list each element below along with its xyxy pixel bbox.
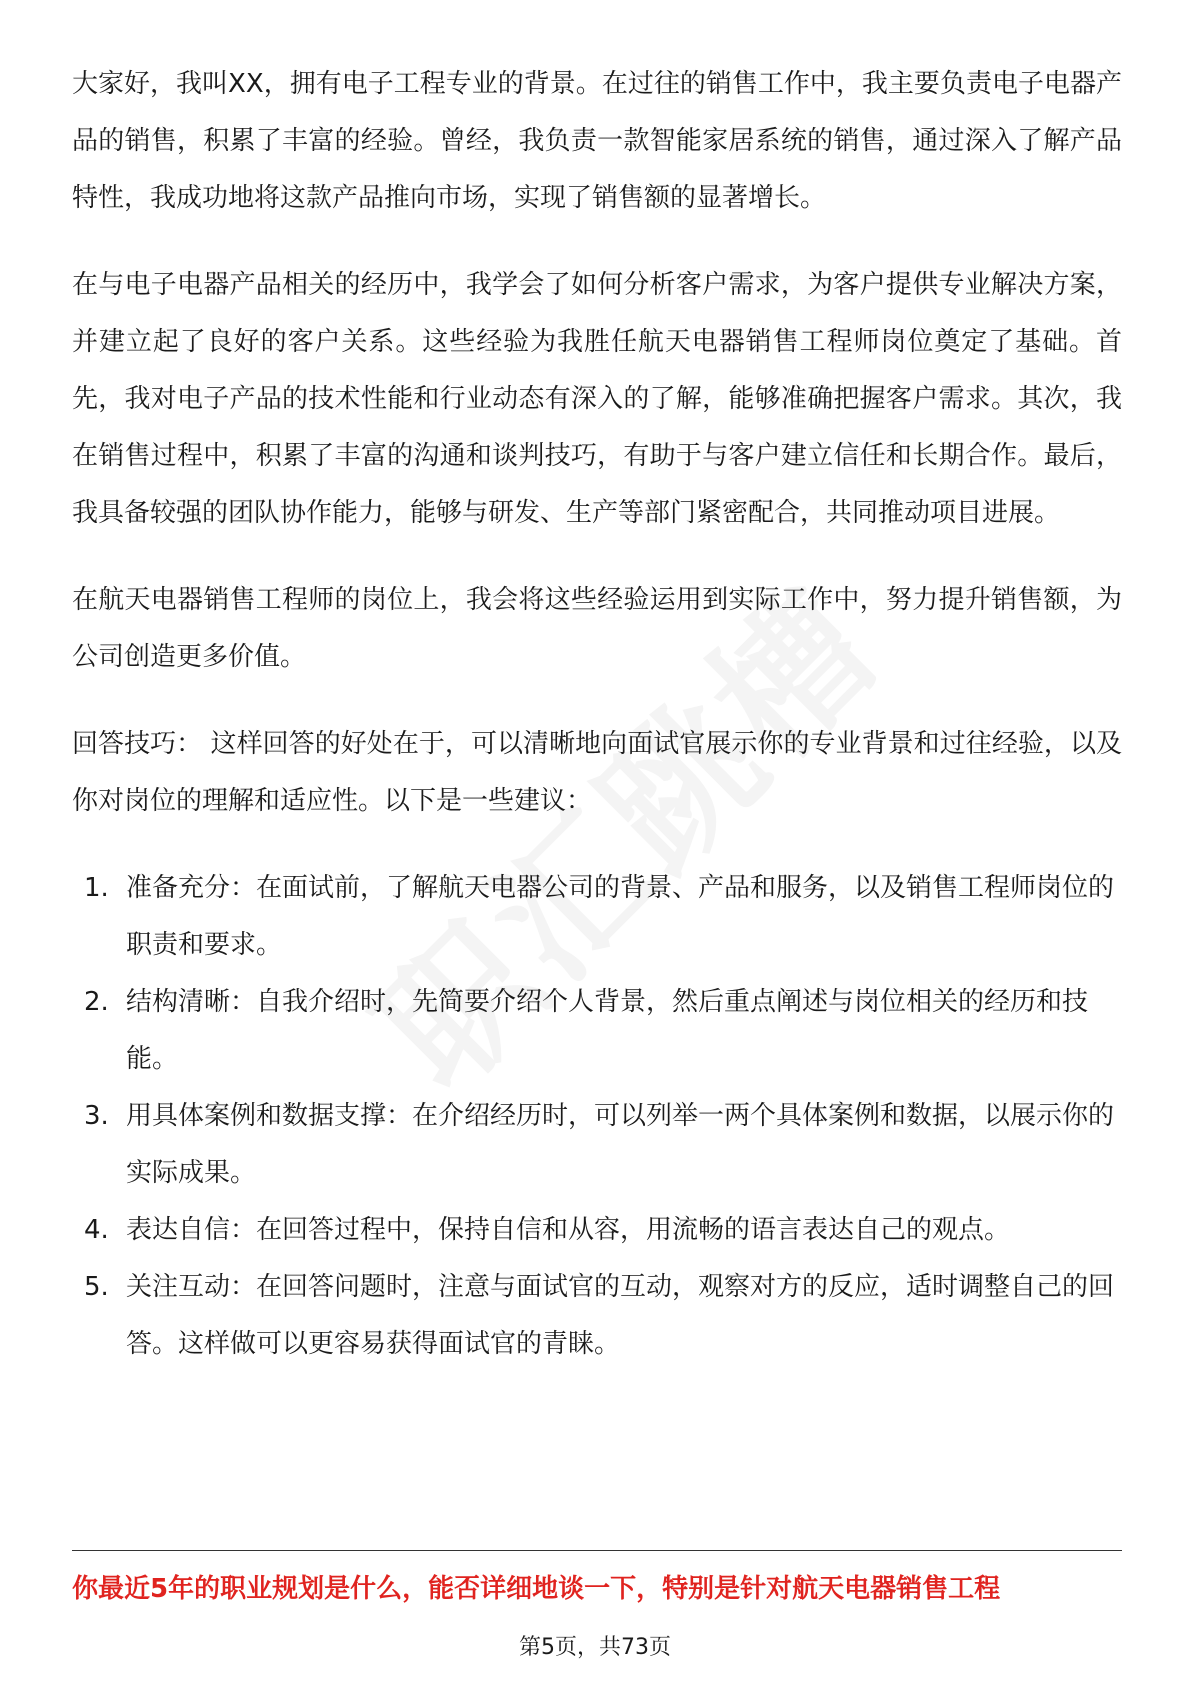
list-item-text: 准备充分：在面试前，了解航天电器公司的背景、产品和服务，以及销售工程师岗位的职责和要求。 (126, 873, 1115, 960)
list-item-text: 用具体案例和数据支撑：在介绍经历时，可以列举一两个具体案例和数据，以展示你的实际成果。 (126, 1101, 1115, 1188)
list-item-number: 1. (84, 873, 109, 903)
answer-paragraph-2: 在与电子电器产品相关的经历中，我学会了如何分析客户需求，为客户提供专业解决方案，并建立起了良好的客户关系。这些经验为我胜任航天电器销售工程师岗位奠定了基础。首先，我对电子产品的技术性能和行业动态有深入的了解，能够准确把握客户需求。其次，我在销售过程中，积累了丰富的沟通和谈判技巧，有助于与客户建立信任和长期合作。最后，我具备较强的团队协作能力，能够与研发、生产等部门紧密配合，共同推动项目进展。 (72, 270, 1122, 528)
list-item (72, 974, 1122, 1088)
list-item-number: 2. (84, 987, 109, 1017)
list-item (72, 860, 1122, 974)
list-item-number: 4. (84, 1215, 109, 1245)
section-divider (72, 1550, 1122, 1551)
page-content (72, 56, 1122, 1373)
list-item-number: 3. (84, 1101, 109, 1131)
answer-paragraph-3: 在航天电器销售工程师的岗位上，我会将这些经验运用到实际工作中，努力提升销售额，为公司创造更多价值。 (72, 585, 1122, 672)
list-item-text: 表达自信：在回答过程中，保持自信和从容，用流畅的语言表达自己的观点。 (126, 1215, 1011, 1245)
next-question-heading: 你最近5年的职业规划是什么，能否详细地谈一下，特别是针对航天电器销售工程 (72, 1574, 1001, 1604)
page-number: 第5页，共73页 (519, 1635, 671, 1660)
answer-tips-intro: 回答技巧： 这样回答的好处在于，可以清晰地向面试官展示你的专业背景和过往经验，以及你对岗位的理解和适应性。以下是一些建议： (72, 729, 1122, 816)
list-item (72, 1202, 1122, 1259)
list-item-text: 结构清晰：自我介绍时，先简要介绍个人背景，然后重点阐述与岗位相关的经历和技能。 (126, 987, 1089, 1074)
tips-list (72, 860, 1122, 1373)
list-item-text: 关注互动：在回答问题时，注意与面试官的互动，观察对方的反应，适时调整自己的回答。这样做可以更容易获得面试官的青睐。 (126, 1272, 1115, 1359)
answer-paragraph-1: 大家好，我叫XX，拥有电子工程专业的背景。在过往的销售工作中，我主要负责电子电器产品的销售，积累了丰富的经验。曾经，我负责一款智能家居系统的销售，通过深入了解产品特性，我成功地将这款产品推向市场，实现了销售额的显著增长。 (72, 69, 1122, 213)
list-item (72, 1259, 1122, 1373)
list-item-number: 5. (84, 1272, 109, 1302)
list-item (72, 1088, 1122, 1202)
